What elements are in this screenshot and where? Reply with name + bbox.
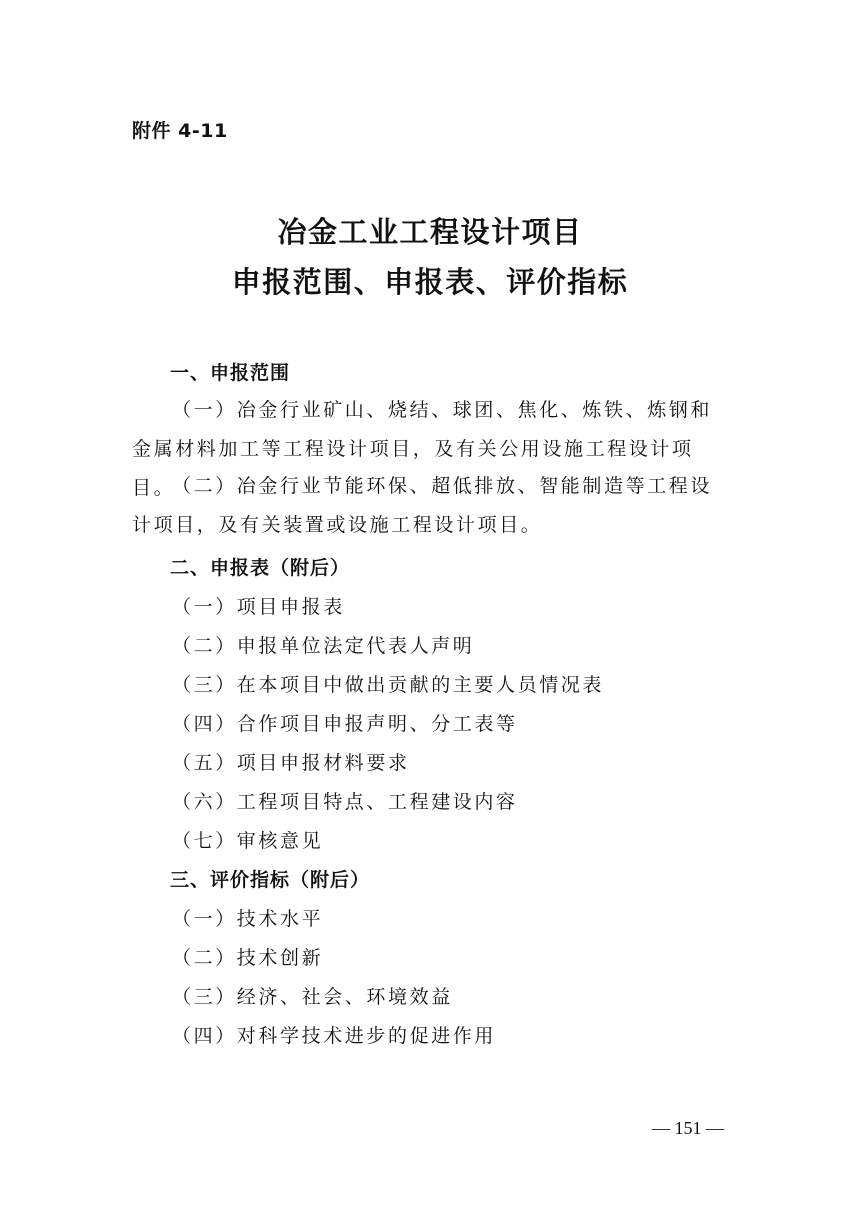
criteria-item: （一）技术水平 (172, 908, 324, 930)
forms-item: （七）审核意见 (172, 830, 324, 852)
forms-item: （三）在本项目中做出贡献的主要人员情况表 (172, 674, 605, 696)
criteria-item: （三）经济、社会、环境效益 (172, 986, 453, 1008)
forms-item: （六）工程项目特点、工程建设内容 (172, 791, 518, 813)
forms-item: （五）项目申报材料要求 (172, 752, 410, 774)
page-number: — 151 — (652, 1118, 724, 1138)
attachment-label: 附件 4-11 (132, 120, 228, 142)
forms-item: （一）项目申报表 (172, 596, 345, 618)
forms-item: （二）申报单位法定代表人声明 (172, 635, 475, 657)
section-heading-forms: 二、申报表（附后） (170, 557, 351, 579)
section-heading-criteria: 三、评价指标（附后） (170, 869, 371, 891)
document-title-line-1: 冶金工业工程设计项目 (277, 215, 583, 249)
scope-paragraph-2-text: （二）冶金行业节能环保、超低排放、智能制造等工程设计项目，及有关装置或设施工程设计项目。 (132, 475, 713, 536)
section-heading-scope: 一、申报范围 (170, 362, 291, 384)
criteria-item: （四）对科学技术进步的促进作用 (172, 1025, 497, 1047)
forms-item: （四）合作项目申报声明、分工表等 (172, 713, 518, 735)
scope-paragraph-1-text: （一）冶金行业矿山、烧结、球团、焦化、炼铁、炼钢和金属材料加工等工程设计项目，及有关公用设施工程设计项目。 (132, 399, 713, 499)
criteria-item: （二）技术创新 (172, 947, 324, 969)
scope-paragraph-2 (132, 467, 732, 545)
document-title-line-2: 申报范围、申报表、评价指标 (231, 265, 629, 299)
